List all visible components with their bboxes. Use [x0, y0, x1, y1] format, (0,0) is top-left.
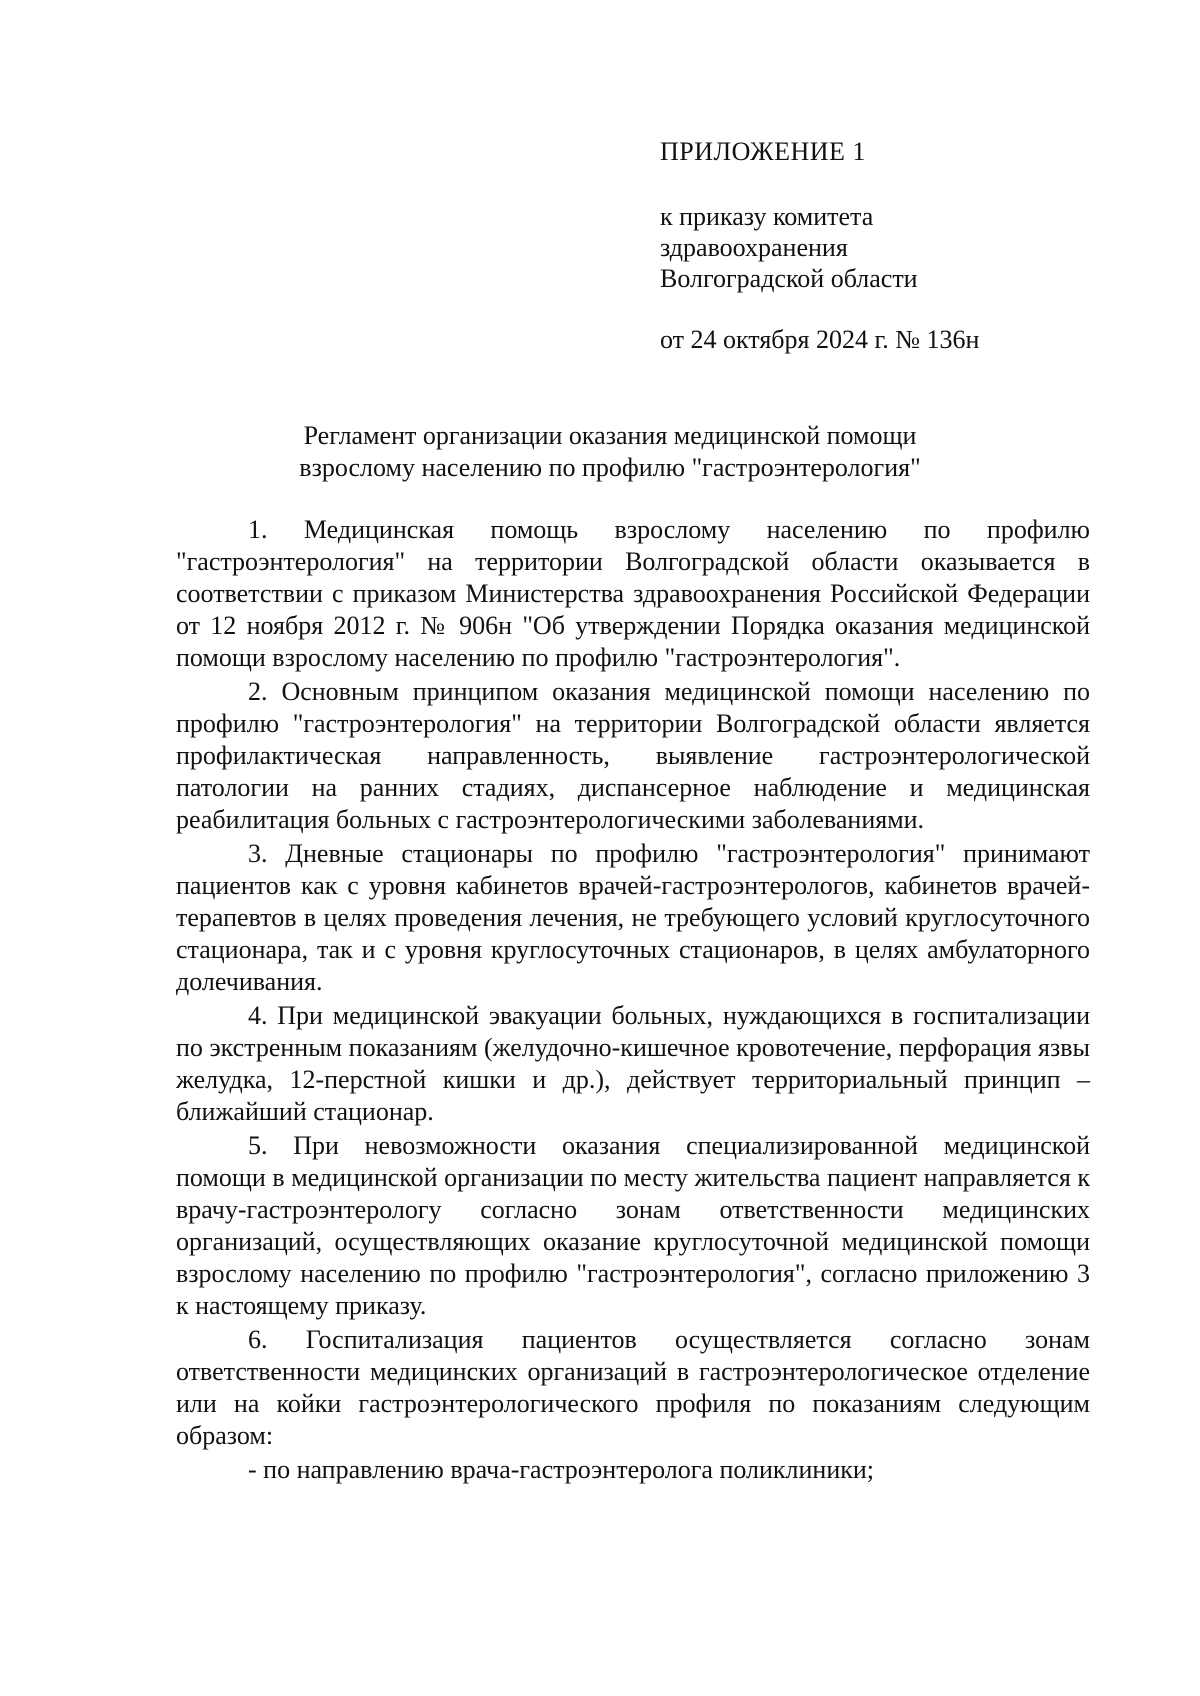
order-reference-line-2: здравоохранения: [660, 233, 848, 262]
appendix-block: [660, 136, 1120, 355]
document-title-line-1: Регламент организации оказания медицинской помощи: [303, 421, 917, 450]
list-item-referral: - по направлению врача-гастроэнтеролога поликлиники;: [248, 1455, 875, 1484]
paragraph-2: 2. Основным принципом оказания медицинской помощи населению по профилю "гастроэнтерология" на территории Волгоградской области является профилактическая направленность, выявление гастроэнтерологической патологии на ранних стадиях, диспансерное наблюдение и медицинская реабилитация больных с гастроэнтерологическими заболеваниями.: [176, 677, 1090, 834]
paragraph-5: 5. При невозможности оказания специализированной медицинской помощи в медицинской организации по месту жительства пациент направляется к врачу-гастроэнтерологу согласно зонам ответственности медицинских организаций, осуществляющих оказание круглосуточной медицинской помощи взрослому населению по профилю "гастроэнтерология", согласно приложению 3 к настоящему приказу.: [176, 1131, 1090, 1320]
document-body: [176, 514, 1090, 1486]
document-title-line-2: взрослому населению по профилю "гастроэнтерология": [299, 453, 921, 482]
paragraph-4: 4. При медицинской эвакуации больных, нуждающихся в госпитализации по экстренным показаниям (желудочно-кишечное кровотечение, перфорация язвы желудка, 12-перстной кишки и др.), действует территориальный принцип – ближайший стационар.: [176, 1001, 1090, 1126]
order-date-number: от 24 октября 2024 г. № 136н: [660, 325, 980, 354]
appendix-title: ПРИЛОЖЕНИЕ 1: [660, 137, 866, 166]
paragraph-6: 6. Госпитализация пациентов осуществляется согласно зонам ответственности медицинских организаций в гастроэнтерологическое отделение или на койки гастроэнтерологического профиля по показаниям следующим образом:: [176, 1325, 1090, 1450]
order-reference-line-1: к приказу комитета: [660, 202, 874, 231]
paragraph-3: 3. Дневные стационары по профилю "гастроэнтерология" принимают пациентов как с уровня кабинетов врачей-гастроэнтерологов, кабинетов врачей-терапевтов в целях проведения лечения, не требующего условий круглосуточного стационара, так и с уровня круглосуточных стационаров, в целях амбулаторного долечивания.: [176, 839, 1090, 996]
order-reference-line-3: Волгоградской области: [660, 264, 918, 293]
document-title: [180, 420, 1040, 484]
paragraph-1: 1. Медицинская помощь взрослому населению по профилю "гастроэнтерология" на территории Волгоградской области оказывается в соответствии с приказом Министерства здравоохранения Российской Федерации от 12 ноября 2012 г. № 906н "Об утверждении Порядка оказания медицинской помощи взрослому населению по профилю "гастроэнтерология".: [176, 515, 1090, 672]
